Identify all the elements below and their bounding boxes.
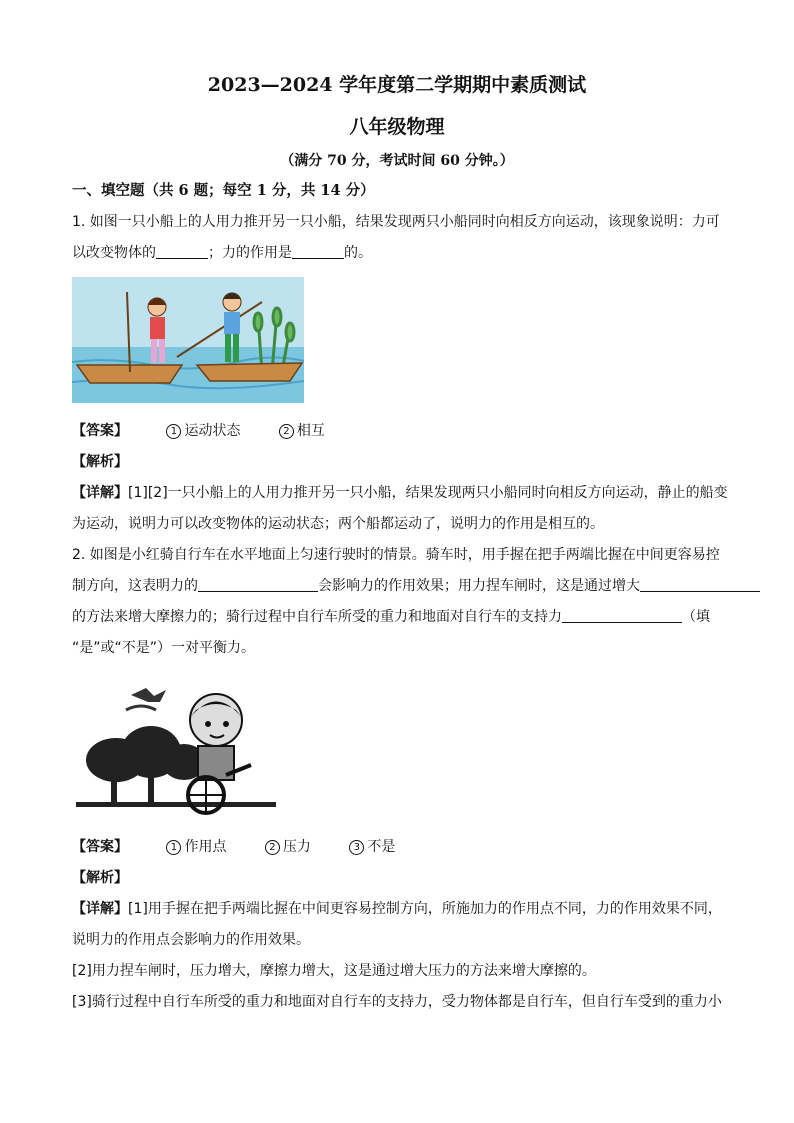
q2-answer-2: 2 压力 xyxy=(265,837,311,857)
bicycle-illustration xyxy=(76,680,276,825)
num-3: 3 xyxy=(349,840,364,855)
q2-detail-line1: 【详解】[1]用手握在把手两端比握在中间更容易控制方向，所施加力的作用点不同，力的作用效果不同， xyxy=(72,901,722,917)
q1-blank-2 xyxy=(292,244,344,259)
subject-title: 八年级物理 xyxy=(349,116,445,138)
q1-analysis-label: 【解析】 xyxy=(72,454,128,470)
num-2: 2 xyxy=(279,424,294,439)
section-title: 一、填空题（共 6 题；每空 1 分，共 14 分） xyxy=(72,182,375,199)
exam-note: （满分 70 分，考试时间 60 分钟。） xyxy=(280,153,514,169)
q2-detail-line2: 说明力的作用点会影响力的作用效果。 xyxy=(72,932,310,948)
q2-detail-line4: [3]骑行过程中自行车所受的重力和地面对自行车的支持力，受力物体都是自行车，但自行车受到的重力小 xyxy=(72,994,722,1010)
q2-answer xyxy=(72,837,722,857)
q1-line1: 1. 如图一只小船上的人用力推开另一只小船，结果发现两只小船同时向相反方向运动，该现象说明：力可 xyxy=(72,214,720,230)
q1-answer-2: 2 相互 xyxy=(279,421,325,441)
q2-line3: 的方法来增大摩擦力的；骑行过程中自行车所受的重力和地面对自行车的支持力 （填 xyxy=(72,609,710,625)
q1-text-c: 的。 xyxy=(344,245,372,261)
q2-answer-label: 【答案】 xyxy=(72,839,128,855)
q1-text-b: ；力的作用是 xyxy=(208,245,292,261)
q1-detail-line1: 【详解】[1][2]一只小船上的人用力推开另一只小船，结果发现两只小船同时向相反方向运动，静止的船变 xyxy=(72,485,728,501)
num-1: 1 xyxy=(166,424,181,439)
q2-blank-1 xyxy=(198,577,318,592)
q2-line4: “是”或“不是”）一对平衡力。 xyxy=(72,640,256,656)
num-1: 1 xyxy=(166,840,181,855)
num-2: 2 xyxy=(265,840,280,855)
boats-illustration xyxy=(72,277,304,403)
q1-answer xyxy=(72,421,722,441)
q2-blank-2 xyxy=(640,577,760,592)
q1-answer-1: 1 运动状态 xyxy=(166,421,240,441)
q1-text-a: 以改变物体的 xyxy=(72,245,156,261)
q1-line2 xyxy=(72,243,722,263)
q2-blank-3 xyxy=(562,608,682,623)
q2-answer-3: 3 不是 xyxy=(349,837,395,857)
q1-answer-label: 【答案】 xyxy=(72,423,128,439)
q2-line1: 2. 如图是小红骑自行车在水平地面上匀速行驶时的情景。骑车时，用手握在把手两端比握在中间更容易控 xyxy=(72,547,720,563)
q2-analysis-label: 【解析】 xyxy=(72,870,128,886)
q2-answer-1: 1 作用点 xyxy=(166,837,226,857)
q2-line2: 制方向，这表明力的 会影响力的作用效果；用力捏车闸时，这是通过增大 xyxy=(72,576,722,596)
q1-detail-line2: 为运动，说明力可以改变物体的运动状态；两个船都运动了，说明力的作用是相互的。 xyxy=(72,516,604,532)
q1-blank-1 xyxy=(156,244,208,259)
q2-detail-line3: [2]用力捏车闸时，压力增大，摩擦力增大，这是通过增大压力的方法来增大摩擦的。 xyxy=(72,963,596,979)
exam-title: 2023—2024 学年度第二学期期中素质测试 xyxy=(207,74,587,96)
